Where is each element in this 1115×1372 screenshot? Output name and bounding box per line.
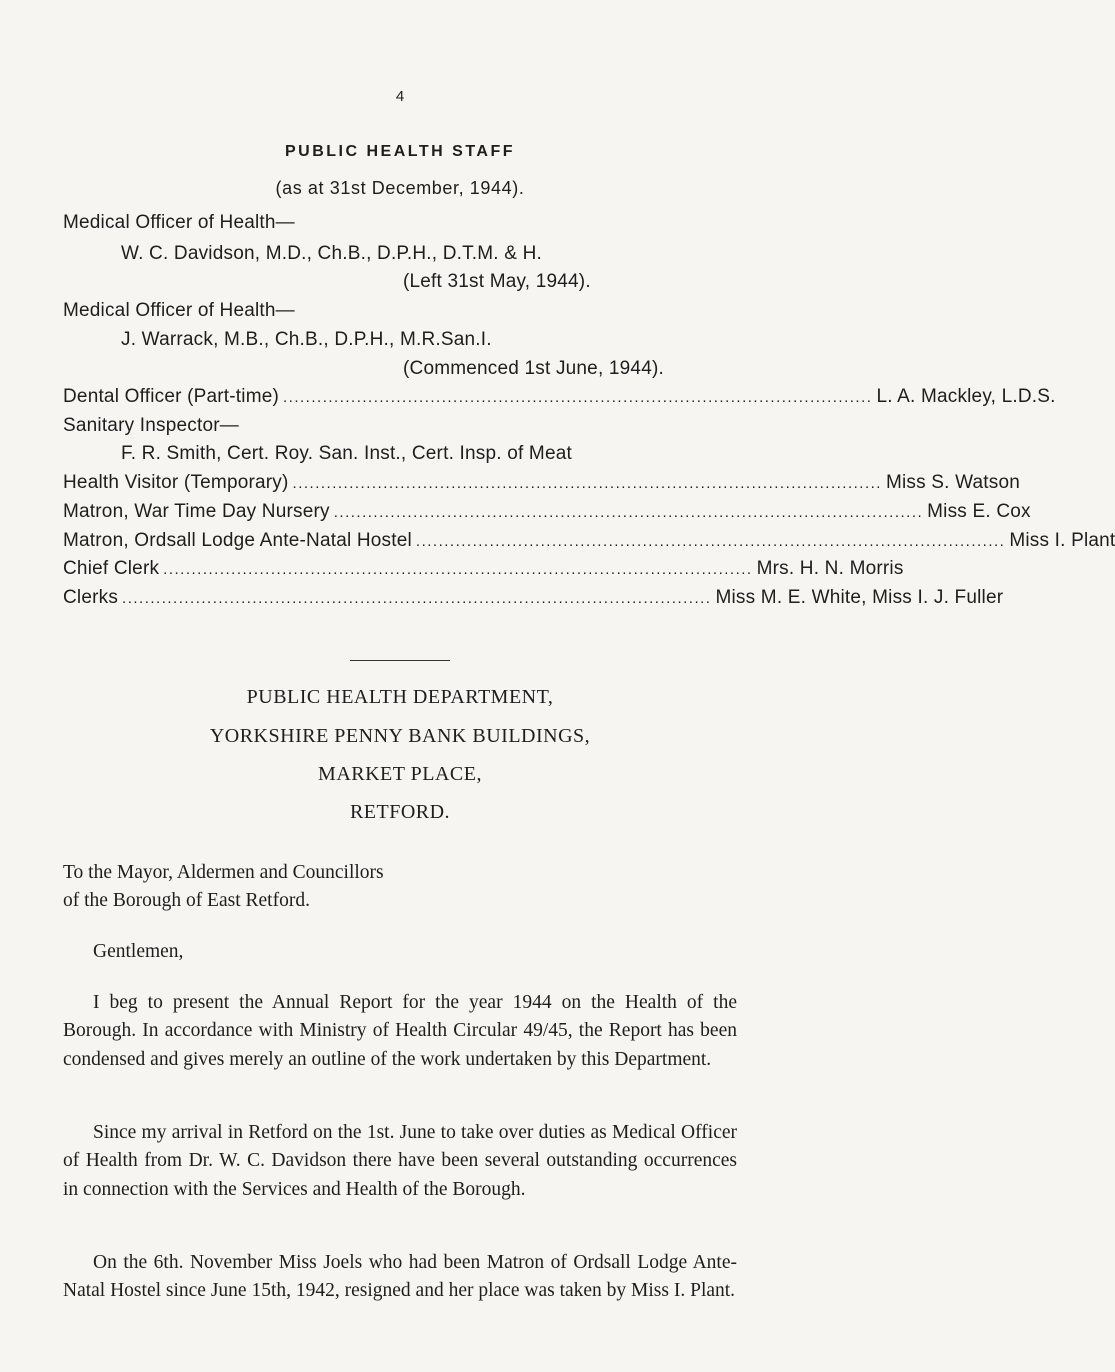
staff-row-hostel-matron xyxy=(63,530,1115,554)
page-number: 4 xyxy=(395,88,405,105)
staff-heading: PUBLIC HEALTH STAFF xyxy=(285,143,515,160)
staff-name: Miss S. Watson xyxy=(885,472,1021,493)
moh2-note: (Commenced 1st June, 1944). xyxy=(403,358,664,379)
sanitary-name: F. R. Smith, Cert. Roy. San. Inst., Cert. Insp. of Meat xyxy=(121,443,572,464)
leader-dots: ........................................................................................................ xyxy=(333,504,924,521)
staff-row-clerks xyxy=(63,587,1004,611)
staff-role: Clerks xyxy=(63,587,119,608)
paragraph-3 xyxy=(63,1249,737,1306)
paragraph-3-text: On the 6th. November Miss Joels who had been Matron of Ordsall Lodge Ante-Natal Hostel since June 15th, 1942, resigned and her place was taken by Miss I. Plant. xyxy=(63,1252,737,1302)
leader-dots: ........................................................................................................ xyxy=(415,533,1006,550)
leader-dots: ........................................................................................................ xyxy=(163,561,753,578)
staff-row-health-visitor xyxy=(63,472,1021,496)
staff-role: Matron, Ordsall Lodge Ante-Natal Hostel xyxy=(63,530,412,551)
paragraph-1-text: I beg to present the Annual Report for the year 1944 on the Health of the Borough. In accordance with Ministry of Health Circular 49/45, the Report has been condensed and gives merely an outline of the work undertaken by this Department. xyxy=(63,992,737,1070)
staff-row-nursery-matron xyxy=(63,501,1031,525)
moh1-note: (Left 31st May, 1944). xyxy=(403,271,591,292)
staff-name: L. A. Mackley, L.D.S. xyxy=(876,386,1056,407)
section-divider xyxy=(350,660,450,661)
leader-dots: ........................................................................................................ xyxy=(292,475,882,492)
leader-dots: ........................................................................................................ xyxy=(122,590,712,607)
paragraph-2-text: Since my arrival in Retford on the 1st. June to take over duties as Medical Officer of Health from Dr. W. C. Davidson there have been several outstanding occurrences in connection with the Services and Health of the Borough. xyxy=(63,1122,737,1200)
leader-dots: ........................................................................................................ xyxy=(283,389,873,406)
staff-row-dental xyxy=(63,386,1056,410)
paragraph-1 xyxy=(63,989,737,1074)
staff-role: Health Visitor (Temporary) xyxy=(63,472,289,493)
staff-name: Mrs. H. N. Morris xyxy=(756,558,904,579)
staff-role: Dental Officer (Part-time) xyxy=(63,386,280,407)
address-line-1: PUBLIC HEALTH DEPARTMENT, xyxy=(246,686,554,708)
address-line-3: MARKET PLACE, xyxy=(318,763,482,785)
staff-name: Miss M. E. White, Miss I. J. Fuller xyxy=(715,587,1004,608)
addressee-line-2: of the Borough of East Retford. xyxy=(63,890,310,911)
moh1-name: W. C. Davidson, M.D., Ch.B., D.P.H., D.T.M. & H. xyxy=(121,243,543,264)
moh2-name: J. Warrack, M.B., Ch.B., D.P.H., M.R.San.I. xyxy=(121,329,492,350)
address-line-2: YORKSHIRE PENNY BANK BUILDINGS, xyxy=(209,725,591,747)
moh1-role: Medical Officer of Health— xyxy=(63,212,295,233)
addressee-line-1: To the Mayor, Aldermen and Councillors xyxy=(63,862,384,883)
staff-role: Chief Clerk xyxy=(63,558,160,579)
staff-name: Miss E. Cox xyxy=(927,501,1031,522)
staff-name: Miss I. Plant xyxy=(1009,530,1115,551)
staff-row-chief-clerk xyxy=(63,558,904,582)
moh2-role: Medical Officer of Health— xyxy=(63,300,295,321)
staff-role: Matron, War Time Day Nursery xyxy=(63,501,330,522)
address-line-4: RETFORD. xyxy=(349,801,451,823)
sanitary-role: Sanitary Inspector— xyxy=(63,415,239,436)
paragraph-2 xyxy=(63,1119,737,1204)
salutation: Gentlemen, xyxy=(93,941,184,962)
staff-date-note: (as at 31st December, 1944). xyxy=(275,178,525,198)
